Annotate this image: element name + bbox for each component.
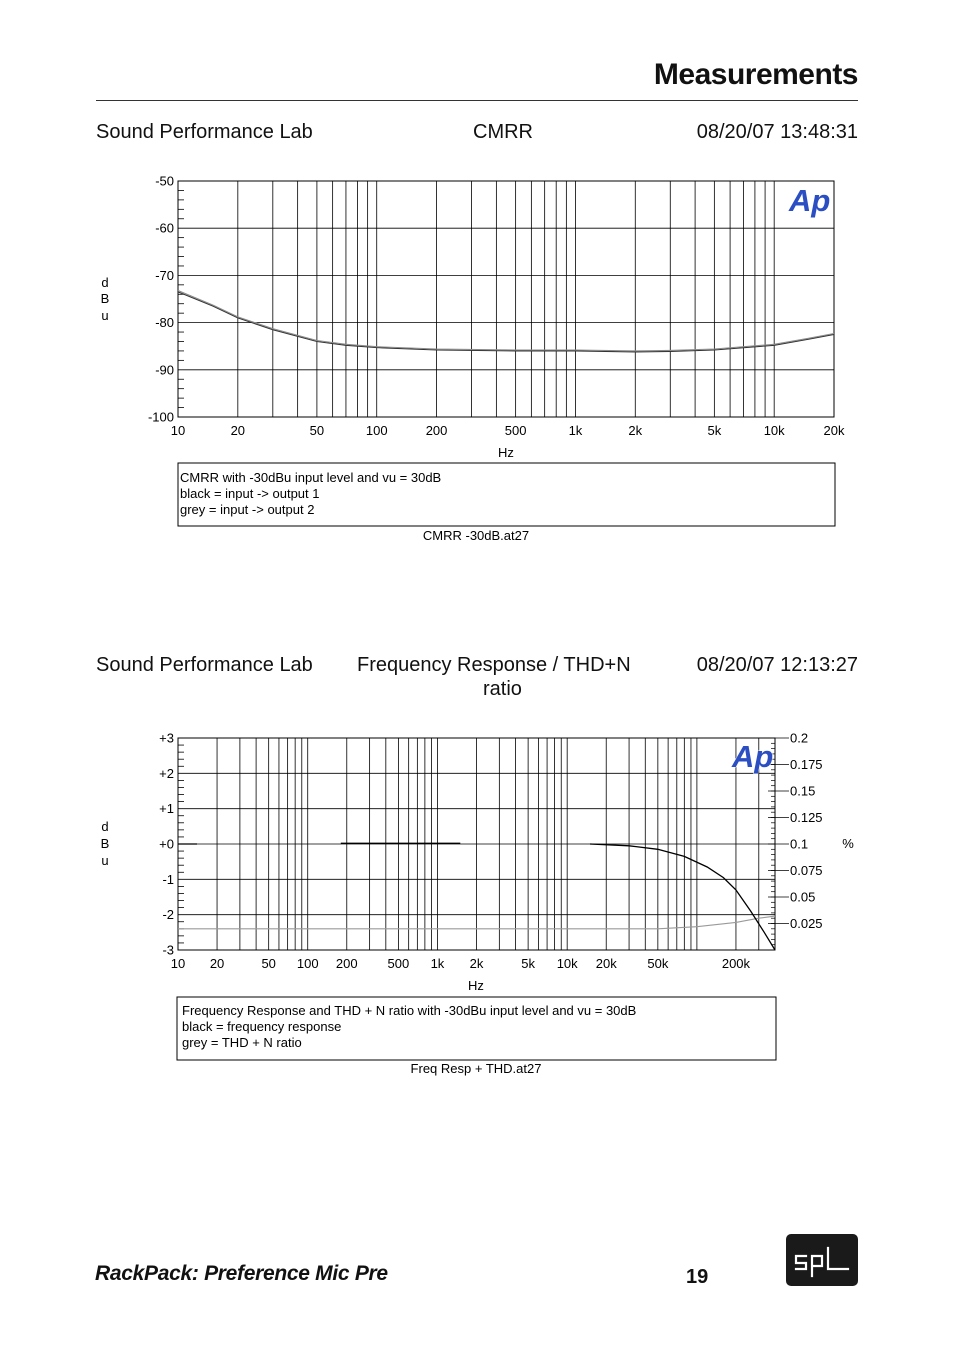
y2-tick-label: 0.025 xyxy=(790,916,823,931)
svg-text:d: d xyxy=(101,819,109,834)
chart2-legend-line: black = frequency response xyxy=(182,1019,342,1034)
x-tick-label: 200 xyxy=(335,956,358,971)
x-tick-label: 500 xyxy=(387,956,410,971)
y-tick-label: +0 xyxy=(159,836,174,852)
chart1-x-axis-label: Hz xyxy=(498,445,514,460)
x-tick-label: 20 xyxy=(230,423,246,438)
x-tick-label: 20k xyxy=(823,423,845,438)
y2-tick-label: 0.075 xyxy=(790,863,823,878)
chart1-datetime: 08/20/07 13:48:31 xyxy=(696,121,858,143)
chart1-plot-frame xyxy=(178,181,834,417)
x-tick-label: 2k xyxy=(469,956,484,971)
footer-product-title: RackPack: Preference Mic Pre xyxy=(95,1262,388,1285)
x-tick-label: 5k xyxy=(521,956,535,971)
svg-text:u: u xyxy=(101,853,109,868)
chart2-filename: Freq Resp + THD.at27 xyxy=(410,1061,542,1076)
chart1-legend-line: grey = input -> output 2 xyxy=(180,502,315,517)
y-tick-label: -50 xyxy=(155,173,174,189)
y-tick-label: -2 xyxy=(162,907,174,923)
y2-tick-label: 0.15 xyxy=(790,783,816,799)
y2-tick-label: 0.1 xyxy=(790,836,809,852)
y-tick-label: -1 xyxy=(162,871,174,887)
x-tick-label: 200 xyxy=(425,423,448,438)
x-tick-label: 10 xyxy=(170,423,186,438)
x-tick-label: 50k xyxy=(647,956,669,971)
y-tick-label: +1 xyxy=(159,801,174,817)
x-tick-label: 10k xyxy=(556,956,578,971)
y2-tick-label: 0.2 xyxy=(790,730,809,746)
chart2-lab-name: Sound Performance Lab xyxy=(96,654,313,676)
y-tick-label: -70 xyxy=(155,267,174,283)
y-tick-label: -3 xyxy=(162,942,174,958)
x-tick-label: 100 xyxy=(365,423,388,438)
chart1-filename: CMRR -30dB.at27 xyxy=(422,528,530,543)
x-tick-label: 20 xyxy=(209,956,225,971)
chart1-y-axis-label xyxy=(101,275,110,323)
svg-text:B: B xyxy=(100,291,110,306)
series-line xyxy=(590,844,775,950)
series-line xyxy=(178,291,834,351)
svg-text:u: u xyxy=(101,308,109,323)
chart2-legend-line: Frequency Response and THD + N ratio with -30dBu input level and vu = 30dB xyxy=(182,1003,637,1018)
chart1-title: CMRR xyxy=(473,121,533,143)
x-tick-label: 500 xyxy=(504,423,527,438)
x-tick-label: 5k xyxy=(707,423,722,438)
svg-text:Ap: Ap xyxy=(789,183,831,218)
spl-logo xyxy=(786,1234,858,1286)
chart2-y2-axis-label: % xyxy=(842,836,854,851)
x-tick-label: 10k xyxy=(763,423,785,438)
svg-text:d: d xyxy=(101,275,109,290)
y-tick-label: -60 xyxy=(155,220,174,236)
x-tick-label: 200k xyxy=(721,956,751,971)
chart2-title-line2: ratio xyxy=(483,678,522,700)
x-tick-label: 20k xyxy=(595,956,617,971)
ap-logo xyxy=(731,739,773,774)
chart2-legend-line: grey = THD + N ratio xyxy=(182,1035,302,1050)
page-number: 19 xyxy=(686,1266,709,1288)
y-tick-label: -80 xyxy=(155,315,174,331)
series-line xyxy=(178,292,834,352)
x-tick-label: 2k xyxy=(628,423,643,438)
y2-tick-label: 0.05 xyxy=(790,889,816,905)
x-tick-label: 1k xyxy=(430,956,445,971)
chart2-y-axis-label xyxy=(101,819,110,868)
chart1-lab-name: Sound Performance Lab xyxy=(96,121,313,143)
svg-text:B: B xyxy=(100,836,110,851)
chart2-title: Frequency Response / THD+N xyxy=(357,654,631,676)
y-tick-label: -100 xyxy=(147,409,174,425)
chart2-x-axis-label: Hz xyxy=(468,978,484,993)
y-tick-label: -90 xyxy=(155,362,174,378)
x-tick-label: 1k xyxy=(568,423,583,438)
cmrr-chart xyxy=(101,174,845,544)
svg-text:Ap: Ap xyxy=(732,739,774,774)
x-tick-label: 50 xyxy=(309,423,325,438)
y2-tick-label: 0.125 xyxy=(790,810,823,825)
chart2-datetime: 08/20/07 12:13:27 xyxy=(696,654,858,676)
x-tick-label: 50 xyxy=(261,956,276,971)
y-tick-label: +2 xyxy=(159,765,174,781)
chart1-legend-line: black = input -> output 1 xyxy=(180,486,320,501)
ap-logo xyxy=(788,183,830,218)
y2-tick-label: 0.175 xyxy=(790,757,823,772)
chart1-legend-line: CMRR with -30dBu input level and vu = 30dB xyxy=(180,470,442,485)
freq-response-chart xyxy=(101,731,855,1077)
x-tick-label: 10 xyxy=(170,956,186,971)
page-title: Measurements xyxy=(653,58,858,91)
x-tick-label: 100 xyxy=(296,956,319,971)
y-tick-label: +3 xyxy=(159,730,174,746)
